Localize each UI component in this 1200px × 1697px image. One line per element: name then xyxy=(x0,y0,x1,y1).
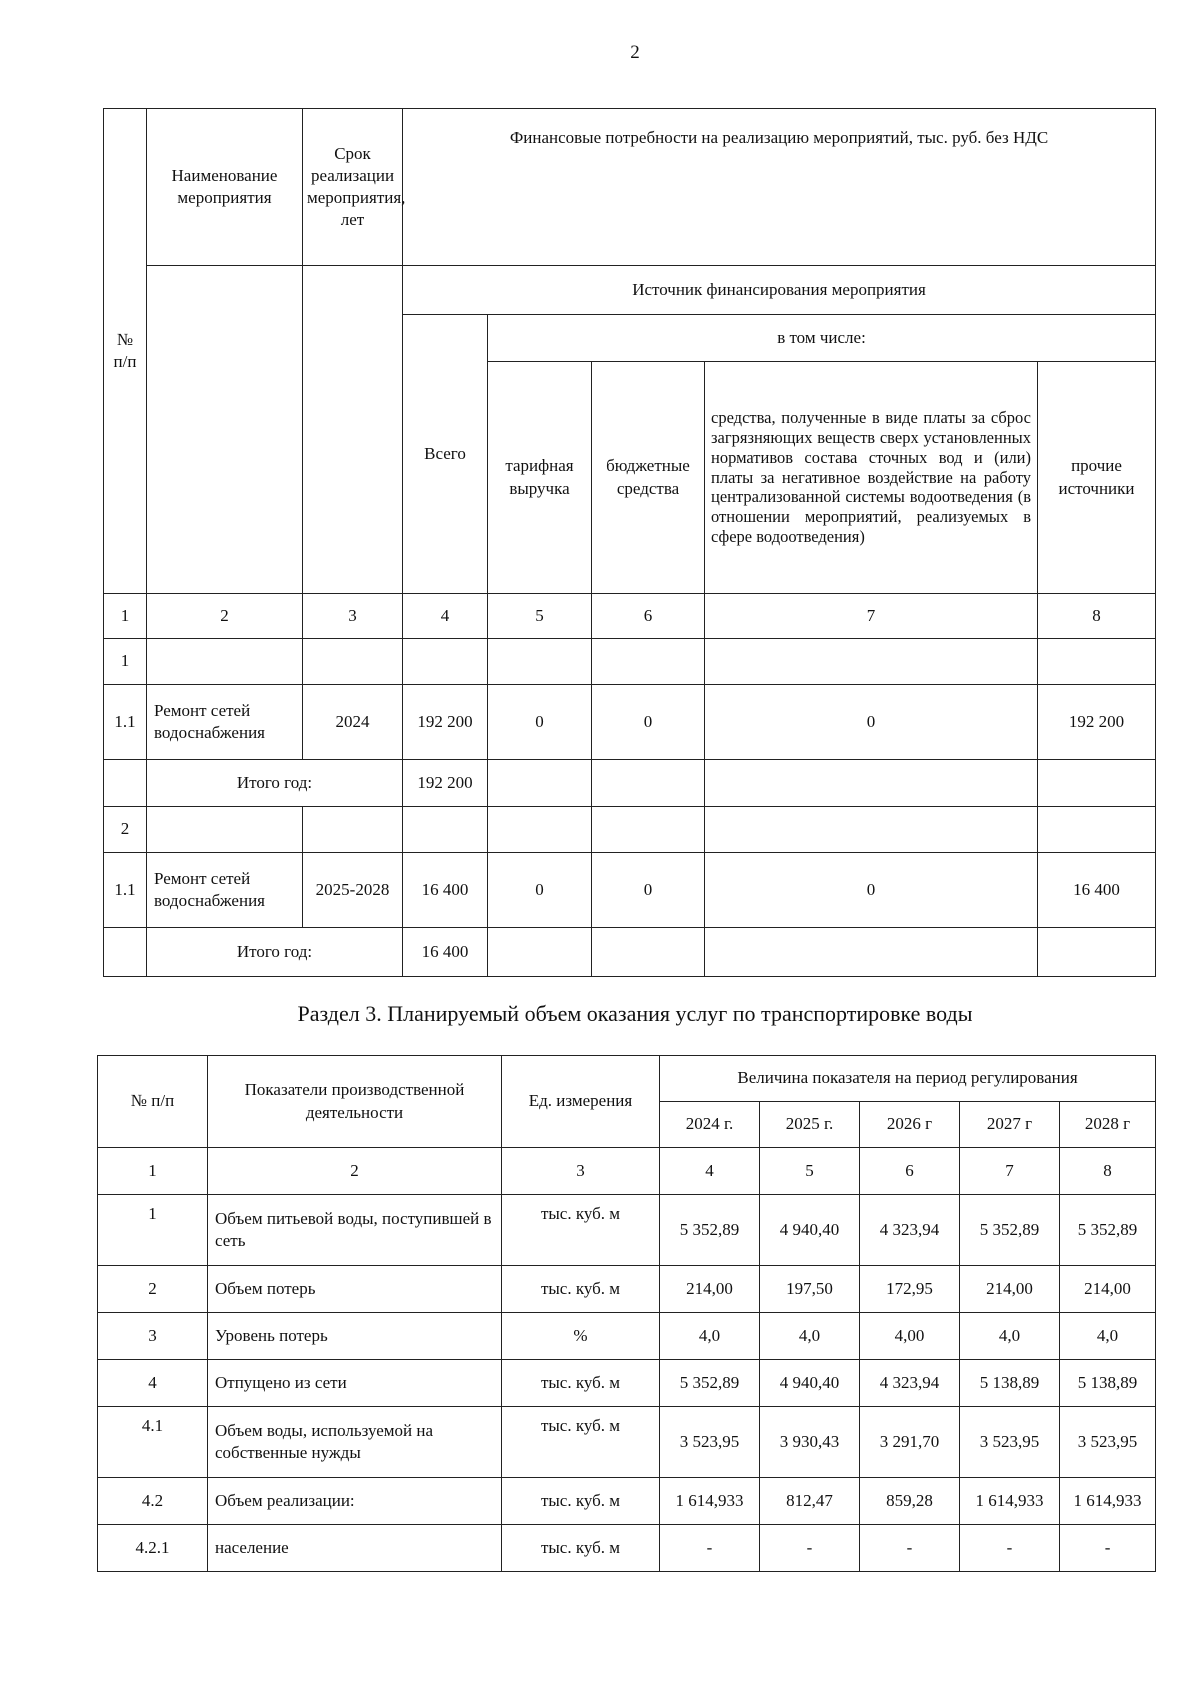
row-num: 1.1 xyxy=(104,685,147,760)
row-budget: 0 xyxy=(592,685,705,760)
row-value: 3 523,95 xyxy=(960,1407,1060,1478)
header-year: 2025 г. xyxy=(760,1102,860,1148)
header-finance: Финансовые потребности на реализацию мероприятий, тыс. руб. без НДС xyxy=(403,109,1156,266)
table-row xyxy=(98,1266,1156,1313)
row-unit: тыс. куб. м xyxy=(502,1360,660,1407)
row-indicator: Уровень потерь xyxy=(208,1313,502,1360)
col-number: 5 xyxy=(760,1148,860,1195)
header-year: 2028 г xyxy=(1060,1102,1156,1148)
table-row xyxy=(104,853,1156,928)
row-value: 3 291,70 xyxy=(860,1407,960,1478)
col-number: 6 xyxy=(860,1148,960,1195)
row-num: 1 xyxy=(98,1195,208,1266)
row-value: 5 352,89 xyxy=(1060,1195,1156,1266)
col-number: 1 xyxy=(104,594,147,639)
row-num: 1.1 xyxy=(104,853,147,928)
header-term-blank xyxy=(303,266,403,594)
row-value: 4 940,40 xyxy=(760,1195,860,1266)
row-indicator: Объем воды, используемой на собственные нужды xyxy=(208,1407,502,1478)
row-num: 4.1 xyxy=(98,1407,208,1478)
row-value: 3 523,95 xyxy=(660,1407,760,1478)
header-year: 2024 г. xyxy=(660,1102,760,1148)
group-header-row xyxy=(104,807,1156,853)
header-name-blank xyxy=(147,266,303,594)
table-row xyxy=(98,1407,1156,1478)
row-value: 3 930,43 xyxy=(760,1407,860,1478)
water-transport-volume-table xyxy=(97,1055,1156,1572)
header-year: 2026 г xyxy=(860,1102,960,1148)
col-number: 2 xyxy=(147,594,303,639)
row-value: 214,00 xyxy=(960,1266,1060,1313)
row-value: 3 523,95 xyxy=(1060,1407,1156,1478)
row-value: 4,0 xyxy=(1060,1313,1156,1360)
row-value: - xyxy=(860,1525,960,1572)
subtotal-value: 192 200 xyxy=(403,760,488,807)
row-unit: тыс. куб. м xyxy=(502,1478,660,1525)
row-value: 5 352,89 xyxy=(660,1195,760,1266)
row-other: 16 400 xyxy=(1038,853,1156,928)
row-value: - xyxy=(1060,1525,1156,1572)
table-row xyxy=(98,1313,1156,1360)
group-num: 2 xyxy=(104,807,147,853)
row-value: 172,95 xyxy=(860,1266,960,1313)
row-value: 1 614,933 xyxy=(660,1478,760,1525)
section-title: Раздел 3. Планируемый объем оказания услуг по транспортировке воды xyxy=(297,1001,973,1026)
row-total: 192 200 xyxy=(403,685,488,760)
header-term: Срок реализации мероприятия, лет xyxy=(303,109,403,266)
header-source: Источник финансирования мероприятия xyxy=(403,266,1156,315)
row-indicator: население xyxy=(208,1525,502,1572)
column-number-row xyxy=(104,594,1156,639)
row-num: 4.2.1 xyxy=(98,1525,208,1572)
row-term: 2025-2028 xyxy=(303,853,403,928)
row-tariff: 0 xyxy=(488,685,592,760)
row-indicator: Объем реализации: xyxy=(208,1478,502,1525)
row-value: 5 352,89 xyxy=(960,1195,1060,1266)
header-num: № п/п xyxy=(98,1056,208,1148)
row-unit: тыс. куб. м xyxy=(502,1266,660,1313)
header-including: в том числе: xyxy=(488,315,1156,362)
row-value: 5 138,89 xyxy=(960,1360,1060,1407)
subtotal-row xyxy=(104,760,1156,807)
row-value: - xyxy=(660,1525,760,1572)
header-other: прочие источники xyxy=(1038,362,1156,594)
row-num: 4.2 xyxy=(98,1478,208,1525)
col-number: 3 xyxy=(502,1148,660,1195)
table-row xyxy=(98,1478,1156,1525)
header-fees: средства, полученные в виде платы за сброс загрязняющих веществ сверх установленных нормативов состава сточных вод и (или) платы за негативное воздействие на работу централизованной системы водоотведения (в отношении мероприятий, реализуемых в сфере водоотведения) xyxy=(705,362,1038,594)
subtotal-row xyxy=(104,928,1156,977)
col-number: 3 xyxy=(303,594,403,639)
row-value: 1 614,933 xyxy=(1060,1478,1156,1525)
row-num: 3 xyxy=(98,1313,208,1360)
subtotal-label: Итого год: xyxy=(147,928,403,977)
row-value: 214,00 xyxy=(660,1266,760,1313)
table-row xyxy=(98,1360,1156,1407)
row-value: 197,50 xyxy=(760,1266,860,1313)
group-num: 1 xyxy=(104,639,147,685)
subtotal-value: 16 400 xyxy=(403,928,488,977)
row-indicator: Объем питьевой воды, поступившей в сеть xyxy=(208,1195,502,1266)
row-term: 2024 xyxy=(303,685,403,760)
page-number: 2 xyxy=(630,42,640,63)
col-number: 6 xyxy=(592,594,705,639)
header-name: Наименование мероприятия xyxy=(147,109,303,266)
header-unit: Ед. измерения xyxy=(502,1056,660,1148)
row-indicator: Объем потерь xyxy=(208,1266,502,1313)
row-value: 4 323,94 xyxy=(860,1360,960,1407)
col-number: 1 xyxy=(98,1148,208,1195)
col-number: 2 xyxy=(208,1148,502,1195)
row-fees: 0 xyxy=(705,853,1038,928)
header-total: Всего xyxy=(403,315,488,594)
header-num: № п/п xyxy=(104,109,147,594)
row-total: 16 400 xyxy=(403,853,488,928)
row-value: 4,0 xyxy=(760,1313,860,1360)
col-number: 8 xyxy=(1060,1148,1156,1195)
row-value: 4,0 xyxy=(960,1313,1060,1360)
row-value: - xyxy=(960,1525,1060,1572)
row-value: 4,00 xyxy=(860,1313,960,1360)
row-value: 4,0 xyxy=(660,1313,760,1360)
row-value: - xyxy=(760,1525,860,1572)
header-indicator: Показатели производственной деятельности xyxy=(208,1056,502,1148)
row-value: 1 614,933 xyxy=(960,1478,1060,1525)
row-value: 4 940,40 xyxy=(760,1360,860,1407)
row-tariff: 0 xyxy=(488,853,592,928)
table-row xyxy=(98,1195,1156,1266)
header-budget: бюджетные средства xyxy=(592,362,705,594)
row-name: Ремонт сетей водоснабжения xyxy=(147,853,303,928)
row-other: 192 200 xyxy=(1038,685,1156,760)
row-value: 5 138,89 xyxy=(1060,1360,1156,1407)
col-number: 4 xyxy=(660,1148,760,1195)
table-row xyxy=(98,1525,1156,1572)
col-number: 8 xyxy=(1038,594,1156,639)
group-header-row xyxy=(104,639,1156,685)
row-budget: 0 xyxy=(592,853,705,928)
col-number: 4 xyxy=(403,594,488,639)
financing-table xyxy=(103,108,1156,977)
row-unit: тыс. куб. м xyxy=(502,1195,660,1266)
row-fees: 0 xyxy=(705,685,1038,760)
row-value: 812,47 xyxy=(760,1478,860,1525)
row-value: 4 323,94 xyxy=(860,1195,960,1266)
header-period: Величина показателя на период регулирования xyxy=(660,1056,1156,1102)
row-name: Ремонт сетей водоснабжения xyxy=(147,685,303,760)
col-number: 7 xyxy=(960,1148,1060,1195)
header-year: 2027 г xyxy=(960,1102,1060,1148)
row-num: 2 xyxy=(98,1266,208,1313)
col-number: 7 xyxy=(705,594,1038,639)
column-number-row xyxy=(98,1148,1156,1195)
row-value: 214,00 xyxy=(1060,1266,1156,1313)
row-num: 4 xyxy=(98,1360,208,1407)
subtotal-label: Итого год: xyxy=(147,760,403,807)
row-value: 5 352,89 xyxy=(660,1360,760,1407)
row-value: 859,28 xyxy=(860,1478,960,1525)
table-row xyxy=(104,685,1156,760)
header-tariff: тарифная выручка xyxy=(488,362,592,594)
col-number: 5 xyxy=(488,594,592,639)
row-unit: тыс. куб. м xyxy=(502,1407,660,1478)
row-indicator: Отпущено из сети xyxy=(208,1360,502,1407)
row-unit: % xyxy=(502,1313,660,1360)
row-unit: тыс. куб. м xyxy=(502,1525,660,1572)
